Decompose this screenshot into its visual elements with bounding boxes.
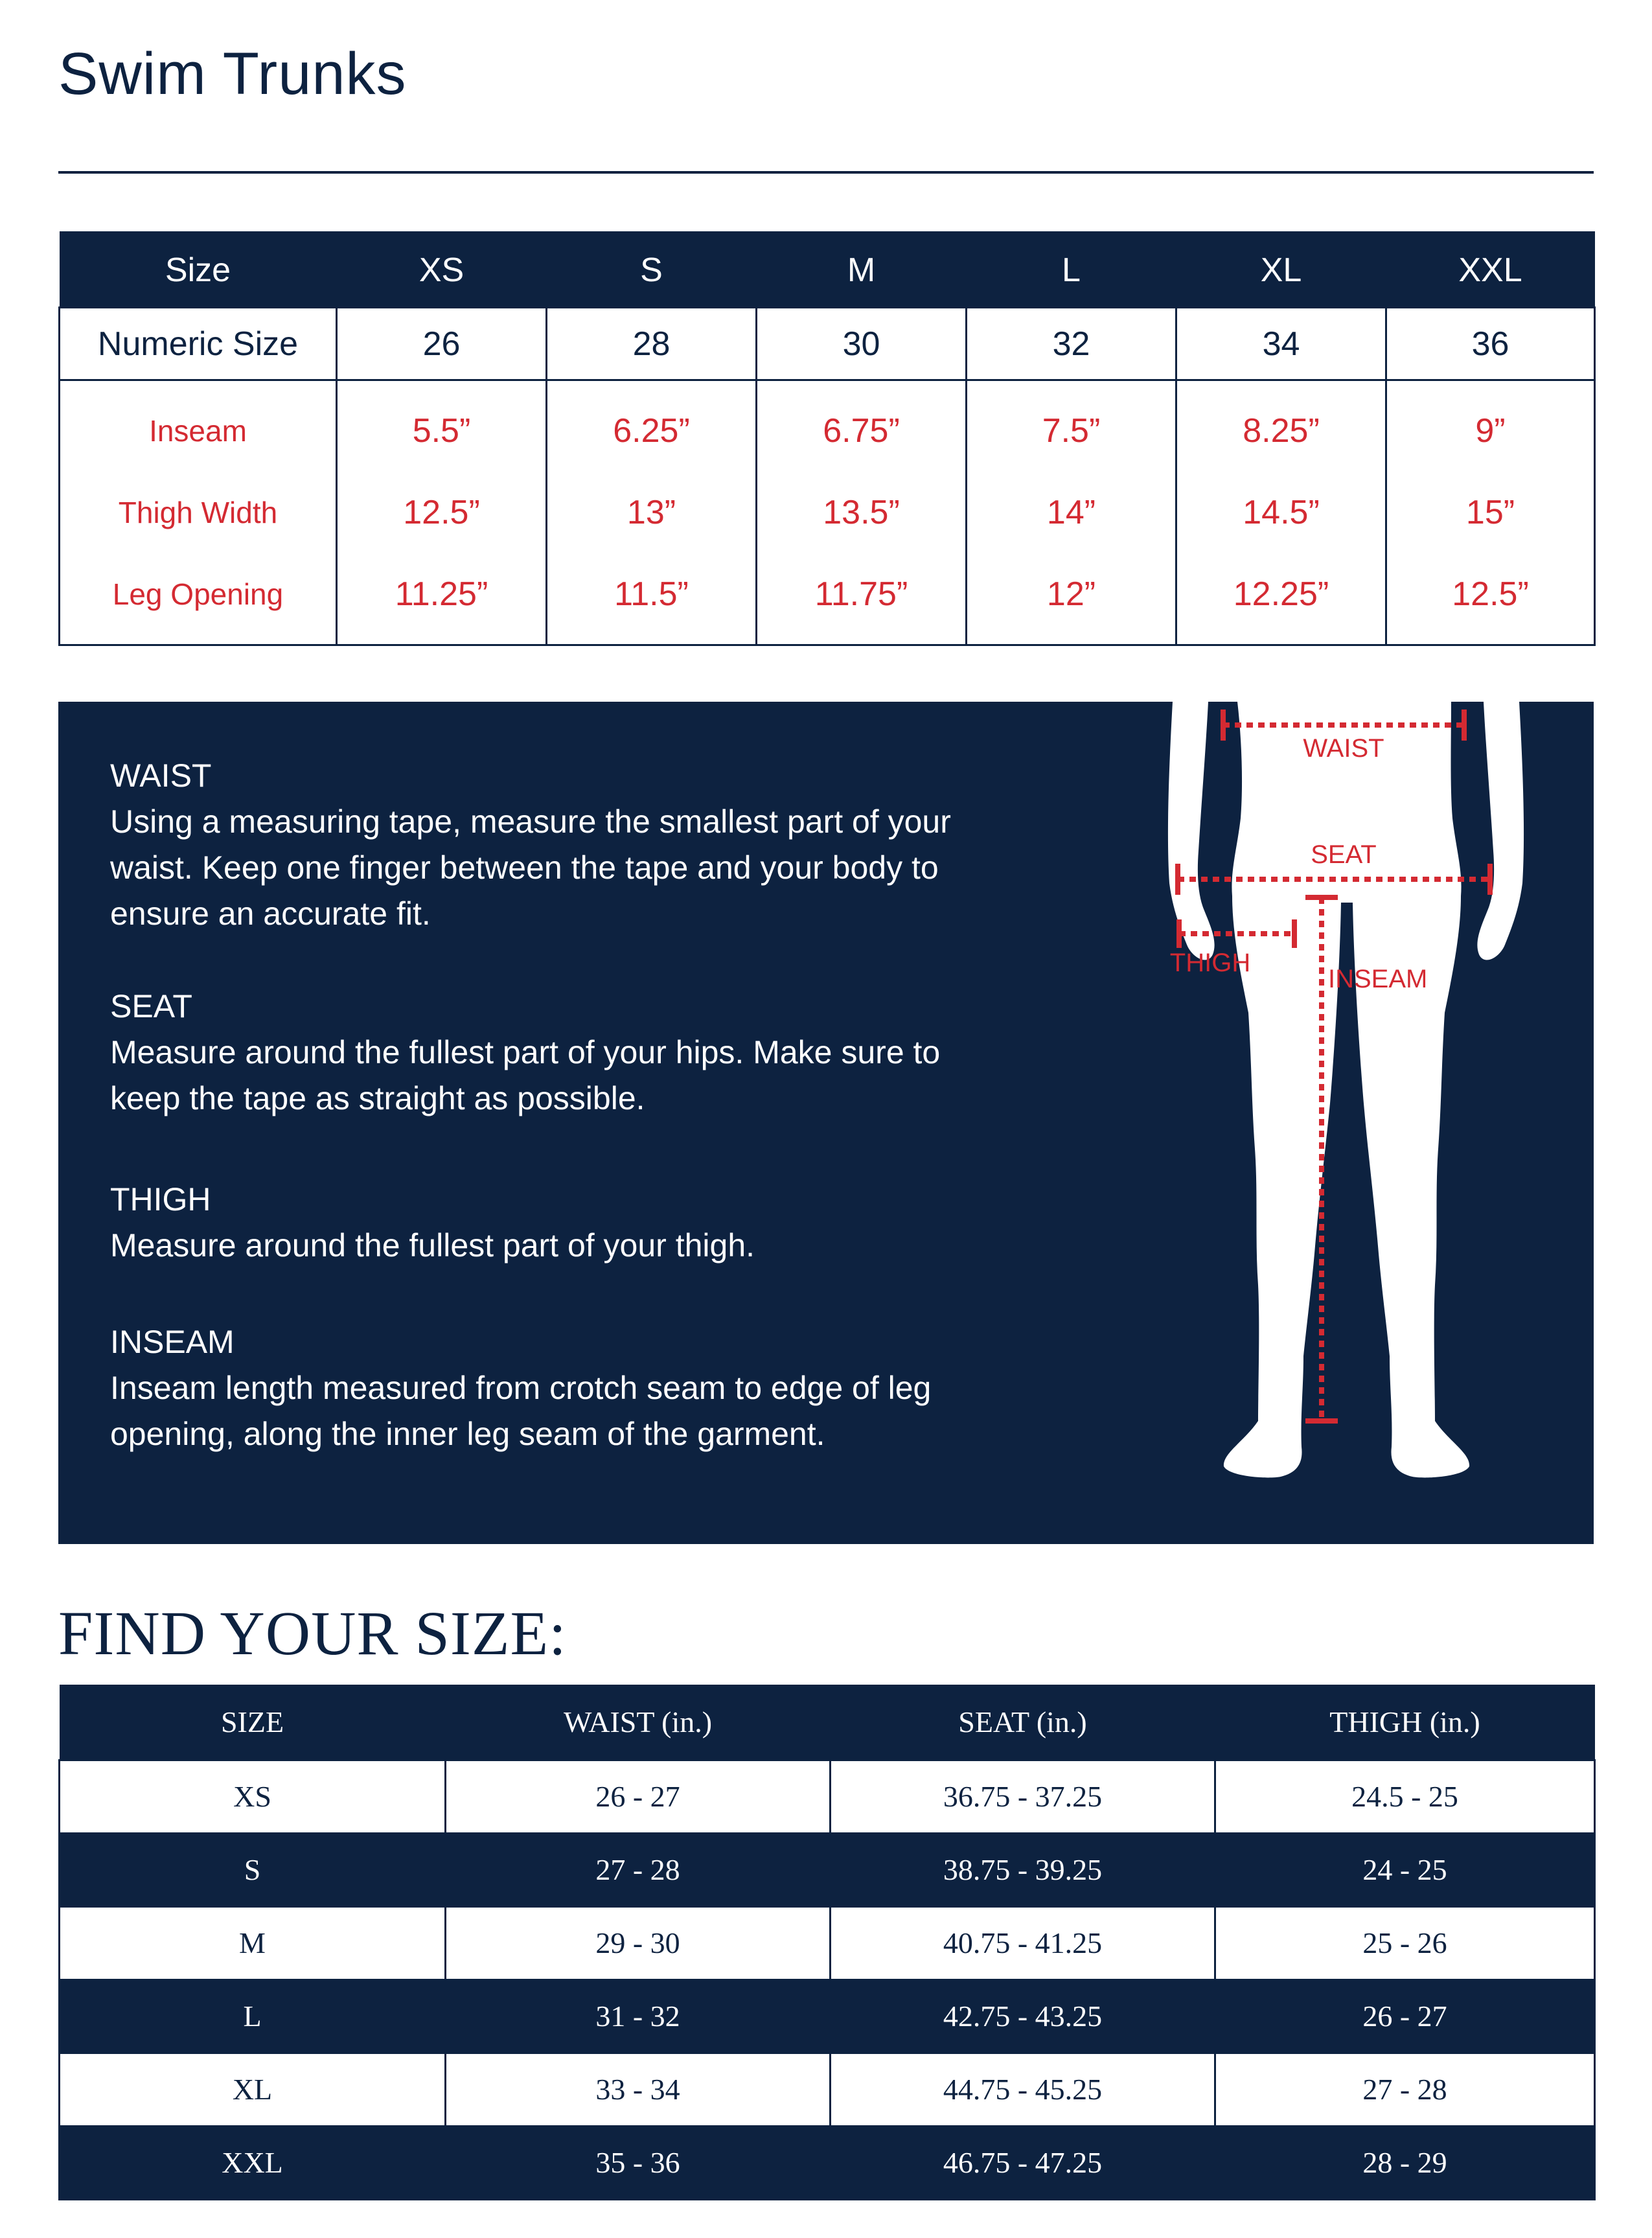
table-row xyxy=(60,1833,1595,1906)
size-cell: S xyxy=(60,1833,446,1906)
table-row xyxy=(60,2053,1595,2126)
numeric-size-cell: 34 xyxy=(1176,308,1386,380)
numeric-size-label: Numeric Size xyxy=(60,308,337,380)
inseam-value: 8.25” xyxy=(1243,412,1320,450)
table-row xyxy=(60,1979,1595,2053)
inseam-text-line: opening, along the inner leg seam of the garment. xyxy=(110,1416,825,1452)
size-cell: M xyxy=(60,1906,446,1979)
find-header-size: SIZE xyxy=(60,1685,446,1760)
numeric-size-cell: 28 xyxy=(547,308,757,380)
thigh-cell: 25 - 26 xyxy=(1215,1906,1595,1979)
numeric-size-cell: 30 xyxy=(757,308,967,380)
measurements-cell-xxl xyxy=(1386,380,1595,645)
thigh-width-label: Thigh Width xyxy=(118,496,278,529)
seat-cell: 38.75 - 39.25 xyxy=(831,1833,1215,1906)
waist-cell: 35 - 36 xyxy=(446,2126,831,2199)
thigh-instructions xyxy=(110,1176,1082,1269)
seat-cell: 40.75 - 41.25 xyxy=(831,1906,1215,1979)
waist-cell: 29 - 30 xyxy=(446,1906,831,1979)
size-header-row xyxy=(60,233,1595,308)
body-measurement-figure xyxy=(1062,702,1594,1544)
size-header-m: M xyxy=(757,233,967,308)
numeric-size-cell: 36 xyxy=(1386,308,1595,380)
inseam-heading: INSEAM xyxy=(110,1324,235,1360)
figure-label-seat: SEAT xyxy=(1311,840,1377,869)
size-cell: XS xyxy=(60,1760,446,1833)
size-header-label: Size xyxy=(60,233,337,308)
leg-opening-label: Leg Opening xyxy=(112,577,284,611)
size-cell: XL xyxy=(60,2053,446,2126)
find-header-waist: WAIST (in.) xyxy=(446,1685,831,1760)
find-header-row xyxy=(60,1685,1595,1760)
numeric-size-row xyxy=(60,308,1595,380)
size-header-xxl: XXL xyxy=(1386,233,1595,308)
figure-label-inseam: INSEAM xyxy=(1328,965,1428,993)
measurements-cell-xl xyxy=(1176,380,1386,645)
leg-opening-value: 11.75” xyxy=(814,575,908,613)
seat-cell: 46.75 - 47.25 xyxy=(831,2126,1215,2199)
inseam-value: 6.25” xyxy=(613,412,690,450)
thigh-cell: 28 - 29 xyxy=(1215,2126,1595,2199)
thigh-width-value: 14.5” xyxy=(1243,494,1320,531)
find-header-thigh: THIGH (in.) xyxy=(1215,1685,1595,1760)
thigh-cell: 27 - 28 xyxy=(1215,2053,1595,2126)
waist-cell: 27 - 28 xyxy=(446,1833,831,1906)
waist-cell: 26 - 27 xyxy=(446,1760,831,1833)
waist-cell: 33 - 34 xyxy=(446,2053,831,2126)
seat-text-line: Measure around the fullest part of your hips. Make sure to xyxy=(110,1034,941,1070)
thigh-cell: 24 - 25 xyxy=(1215,1833,1595,1906)
size-cell: L xyxy=(60,1979,446,2053)
size-header-s: S xyxy=(547,233,757,308)
thigh-width-value: 13” xyxy=(626,494,676,531)
seat-cell: 36.75 - 37.25 xyxy=(831,1760,1215,1833)
measurements-cell-m xyxy=(757,380,967,645)
figure-label-thigh: THIGH xyxy=(1169,949,1251,977)
title-divider xyxy=(58,171,1594,174)
waist-text-line: waist. Keep one finger between the tape and your body to xyxy=(110,849,939,886)
leg-opening-value: 12” xyxy=(1046,575,1096,613)
inseam-value: 9” xyxy=(1475,412,1506,450)
thigh-width-value: 13.5” xyxy=(823,494,900,531)
size-header-xl: XL xyxy=(1176,233,1386,308)
measurements-cell-xs xyxy=(337,380,547,645)
seat-cell: 44.75 - 45.25 xyxy=(831,2053,1215,2126)
seat-cell: 42.75 - 43.25 xyxy=(831,1979,1215,2053)
waist-text-line: Using a measuring tape, measure the smallest part of your xyxy=(110,803,951,840)
waist-cell: 31 - 32 xyxy=(446,1979,831,2053)
inseam-value: 5.5” xyxy=(412,412,471,450)
leg-opening-value: 11.25” xyxy=(395,575,488,613)
table-row xyxy=(60,1760,1595,1833)
measurements-row xyxy=(60,380,1595,645)
inseam-instructions xyxy=(110,1319,1082,1457)
size-cell: XXL xyxy=(60,2126,446,2199)
how-to-measure-panel xyxy=(58,702,1594,1544)
thigh-width-value: 12.5” xyxy=(403,494,480,531)
leg-opening-value: 11.5” xyxy=(614,575,689,613)
inseam-value: 6.75” xyxy=(823,412,900,450)
body-silhouette xyxy=(1168,702,1524,1477)
table-row xyxy=(60,2126,1595,2199)
numeric-size-cell: 26 xyxy=(337,308,547,380)
numeric-size-cell: 32 xyxy=(967,308,1176,380)
find-your-size-title: FIND YOUR SIZE: xyxy=(58,1598,567,1668)
leg-opening-value: 12.5” xyxy=(1452,575,1529,613)
seat-text-line: keep the tape as straight as possible. xyxy=(110,1080,645,1116)
seat-instructions xyxy=(110,983,1082,1122)
thigh-width-value: 15” xyxy=(1465,494,1515,531)
measurement-labels-cell xyxy=(60,380,337,645)
figure-label-waist: WAIST xyxy=(1303,734,1384,763)
size-header-l: L xyxy=(967,233,1176,308)
inseam-value: 7.5” xyxy=(1042,412,1101,450)
inseam-text-line: Inseam length measured from crotch seam to edge of leg xyxy=(110,1370,932,1406)
page-title: Swim Trunks xyxy=(58,41,407,107)
waist-heading: WAIST xyxy=(110,757,212,794)
waist-instructions xyxy=(110,752,1082,937)
measurements-cell-s xyxy=(547,380,757,645)
thigh-cell: 24.5 - 25 xyxy=(1215,1760,1595,1833)
measurements-cell-l xyxy=(967,380,1176,645)
thigh-width-value: 14” xyxy=(1046,494,1096,531)
size-chart-table xyxy=(58,231,1596,646)
table-row xyxy=(60,1906,1595,1979)
thigh-heading: THIGH xyxy=(110,1181,211,1217)
leg-opening-value: 12.25” xyxy=(1233,575,1329,613)
size-header-xs: XS xyxy=(337,233,547,308)
thigh-cell: 26 - 27 xyxy=(1215,1979,1595,2053)
thigh-text-line: Measure around the fullest part of your thigh. xyxy=(110,1227,755,1263)
inseam-label: Inseam xyxy=(149,414,247,448)
seat-heading: SEAT xyxy=(110,988,192,1024)
find-your-size-table xyxy=(58,1685,1596,2200)
waist-text-line: ensure an accurate fit. xyxy=(110,895,431,932)
find-header-seat: SEAT (in.) xyxy=(831,1685,1215,1760)
